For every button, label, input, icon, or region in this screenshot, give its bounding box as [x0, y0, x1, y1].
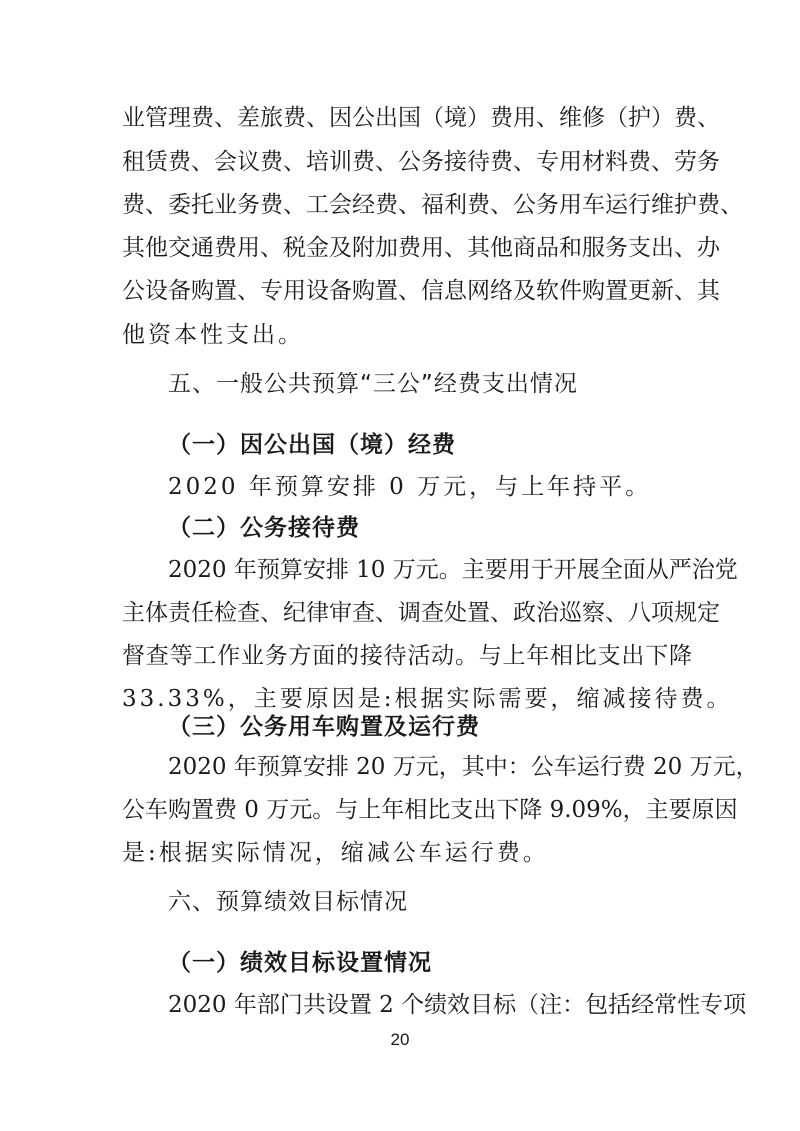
paragraph-line: 费、委托业务费、工会经费、福利费、公务用车运行维护费、: [122, 192, 743, 218]
paragraph-line: 租赁费、会议费、培训费、公务接待费、专用材料费、劳务: [122, 149, 720, 175]
paragraph-line: 业管理费、差旅费、因公出国（境）费用、维修（护）费、: [122, 105, 720, 131]
paragraph-line: 是:根据实际情况，缩减公车运行费。: [122, 840, 549, 866]
subsection-heading: （一）因公出国（境）经费: [168, 432, 456, 458]
subsection-heading: （一）绩效目标设置情况: [168, 950, 432, 976]
paragraph-line: 主体责任检查、纪律审查、调查处置、政治巡察、八项规定: [122, 600, 720, 626]
subsection-heading: （二）公务接待费: [168, 515, 360, 541]
paragraph-line: 公设备购置、专用设备购置、信息网络及软件购置更新、其: [122, 278, 720, 304]
paragraph-line: 公车购置费 0 万元。与上年相比支出下降 9.09%，主要原因: [122, 797, 738, 823]
paragraph-line: 33.33%，主要原因是:根据实际需要，缩减接待费。: [122, 686, 733, 712]
paragraph-line: 2020 年部门共设置 2 个绩效目标（注：包括经常性专项: [168, 992, 747, 1018]
paragraph-line: 督查等工作业务方面的接待活动。与上年相比支出下降: [122, 643, 692, 669]
section-heading: 六、预算绩效目标情况: [168, 889, 408, 915]
section-heading: 五、一般公共预算“三公”经费支出情况: [168, 371, 578, 397]
paragraph-line: 2020 年预算安排 0 万元，与上年持平。: [168, 474, 652, 500]
subsection-heading: （三）公务用车购置及运行费: [168, 714, 480, 740]
paragraph-line: 他资本性支出。: [122, 322, 304, 348]
paragraph-line: 其他交通费用、税金及附加费用、其他商品和服务支出、办: [122, 235, 720, 261]
paragraph-line: 2020 年预算安排 20 万元，其中：公车运行费 20 万元，: [168, 754, 759, 780]
paragraph-line: 2020 年预算安排 10 万元。主要用于开展全面从严治党: [168, 557, 738, 583]
page-number: 20: [390, 1030, 410, 1049]
